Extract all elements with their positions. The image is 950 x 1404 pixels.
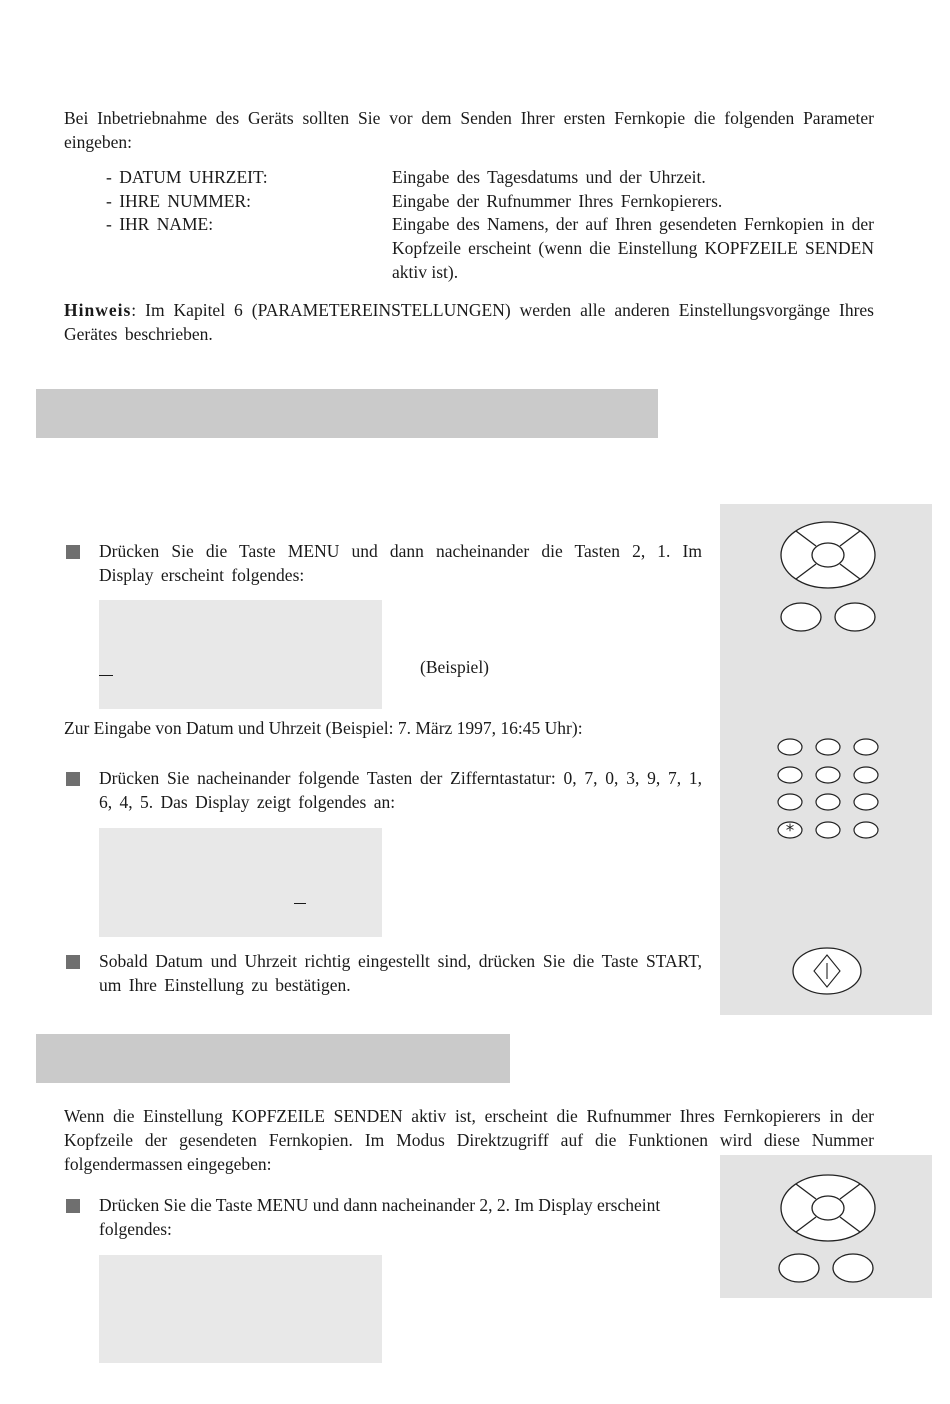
navigation-pad-icon	[778, 1173, 878, 1243]
section1-step1: Drücken Sie die Taste MENU und dann nacheinander die Tasten 2, 1. Im Display erscheint folgendes:	[99, 541, 702, 585]
soft-keys-icon	[778, 1253, 876, 1285]
lcd-display-2	[99, 828, 382, 937]
example-label: (Beispiel)	[420, 657, 490, 677]
navigation-pad-icon	[778, 520, 878, 590]
section1-step2: Drücken Sie nacheinander folgende Tasten der Zifferntastatur: 0, 7, 0, 3, 9, 7, 1, 6, 4, 5. Das Display zeigt folgendes an:	[99, 768, 702, 812]
param-desc: Eingabe des Tagesdatums und der Uhrzeit.	[392, 167, 706, 187]
bullet-marker	[66, 1199, 80, 1213]
section1-step3: Sobald Datum und Uhrzeit richtig eingestellt sind, drücken Sie die Taste START, um Ihre Einstellung zu bestätigen.	[99, 951, 702, 995]
param-key: - IHRE NUMMER:	[106, 191, 252, 211]
numeric-keypad-icon	[776, 737, 880, 843]
intro-paragraph: Bei Inbetriebnahme des Geräts sollten Sie vor dem Senden Ihrer ersten Fernkopie die folgenden Parameter eingeben:	[64, 108, 874, 152]
bullet-marker	[66, 772, 80, 786]
section-header-bar-1	[36, 389, 658, 438]
lcd-cursor	[99, 675, 113, 676]
note-label: Hinweis	[64, 300, 132, 320]
param-key: - DATUM UHRZEIT:	[106, 167, 268, 187]
section-header-bar-2	[36, 1034, 510, 1083]
star-key-symbol: *	[785, 821, 795, 841]
section1-instruction: Zur Eingabe von Datum und Uhrzeit (Beispiel: 7. März 1997, 16:45 Uhr):	[64, 718, 583, 738]
lcd-cursor	[294, 903, 306, 904]
note-text: : Im Kapitel 6 (PARAMETEREINSTELLUNGEN) werden alle anderen Einstellungsvorgänge Ihres Gerätes beschrieben.	[64, 300, 874, 344]
lcd-display-3	[99, 1255, 382, 1363]
section2-intro: Wenn die Einstellung KOPFZEILE SENDEN aktiv ist, erscheint die Rufnummer Ihres Fernkopierers in der Kopfzeile der gesendeten Fernkopien. Im Modus Direktzugriff auf die Funktionen wird diese Nummer folgendermassen eingegeben:	[64, 1106, 874, 1174]
section2-step1: Drücken Sie die Taste MENU und dann nacheinander 2, 2. Im Display erscheint folgendes:	[99, 1195, 661, 1239]
param-desc: Eingabe der Rufnummer Ihres Fernkopierers.	[392, 191, 723, 211]
soft-keys-icon	[780, 601, 878, 633]
note-paragraph	[64, 298, 874, 346]
param-key: - IHR NAME:	[106, 214, 214, 234]
param-desc: Eingabe des Namens, der auf Ihren gesendeten Fernkopien in der Kopfzeile erscheint (wenn die Einstellung KOPFZEILE SENDEN aktiv ist).	[392, 214, 874, 282]
start-button-icon	[791, 946, 863, 996]
bullet-marker	[66, 955, 80, 969]
bullet-marker	[66, 545, 80, 559]
lcd-display-1	[99, 600, 382, 709]
